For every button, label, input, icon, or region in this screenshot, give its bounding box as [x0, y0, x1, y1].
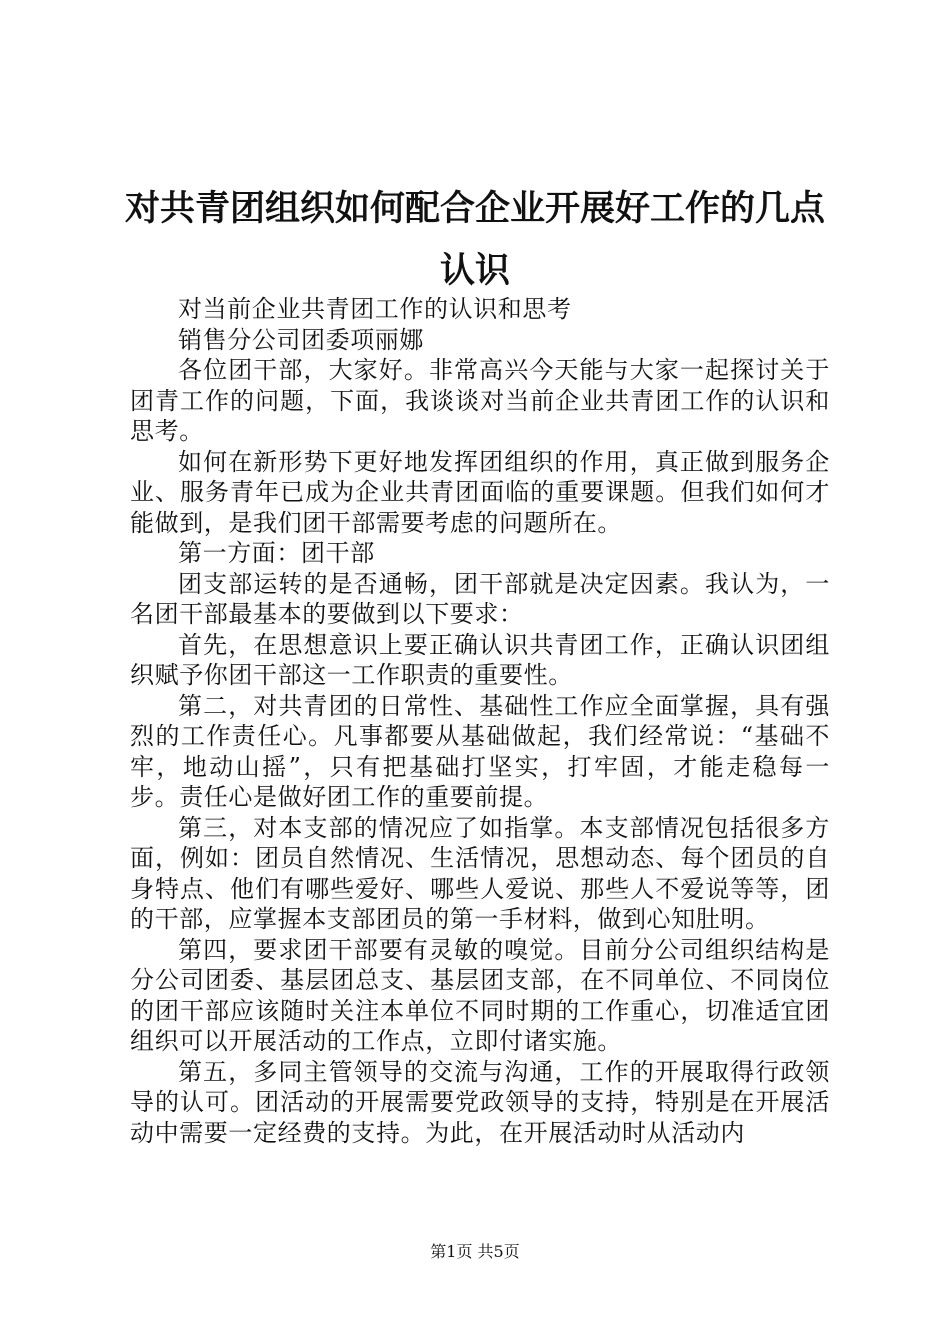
body-paragraph: 首先，在思想意识上要正确认识共青团工作，正确认识团组织赋予你团干部这一工作职责的重要性。 [130, 630, 830, 689]
body-paragraph: 第四，要求团干部要有灵敏的嗅觉。目前分公司组织结构是分公司团委、基层团总支、基层团支部，在不同单位、不同岗位的团干部应该随时关注本单位不同时期的工作重心，切准适宜团组织可以开展活动的工作点，立即付诸实施。 [130, 935, 830, 1055]
body-paragraph: 如何在新形势下更好地发挥团组织的作用，真正做到服务企业、服务青年已成为企业共青团面临的重要课题。但我们如何才能做到，是我们团干部需要考虑的问题所在。 [130, 447, 830, 537]
body-paragraph: 团支部运转的是否通畅，团干部就是决定因素。我认为，一名团干部最基本的要做到以下要求： [130, 569, 830, 628]
document-body [130, 294, 830, 1148]
body-paragraph: 各位团干部，大家好。非常高兴今天能与大家一起探讨关于团青工作的问题，下面，我谈谈对当前企业共青团工作的认识和思考。 [130, 356, 830, 445]
subtitle-paragraph: 对当前企业共青团工作的认识和思考 [178, 295, 572, 323]
document-title: 对共青团组织如何配合企业开展好工作的几点认识 [124, 188, 825, 291]
author-paragraph: 销售分公司团委项丽娜 [178, 325, 424, 354]
body-paragraph: 第三，对本支部的情况应了如指掌。本支部情况包括很多方面，例如：团员自然情况、生活情况，思想动态、每个团员的自身特点、他们有哪些爱好、哪些人爱说、那些人不爱说等等，团的干部，应掌握本支部团员的第一手材料，做到心知肚明。 [130, 813, 830, 933]
page-footer: 第1页 共5页 [430, 1242, 520, 1261]
body-paragraph: 第五，多同主管领导的交流与沟通，工作的开展取得行政领导的认可。团活动的开展需要党政领导的支持，特别是在开展活动中需要一定经费的支持。为此，在开展活动时从活动内 [130, 1057, 830, 1147]
section-heading: 第一方面：团干部 [178, 539, 375, 567]
body-paragraph: 第二，对共青团的日常性、基础性工作应全面掌握，具有强烈的工作责任心。凡事都要从基础做起，我们经常说：“基础不牢，地动山摇”，只有把基础打坚实，打牢固，才能走稳每一步。责任心是做好团工作的重要前提。 [130, 691, 830, 811]
